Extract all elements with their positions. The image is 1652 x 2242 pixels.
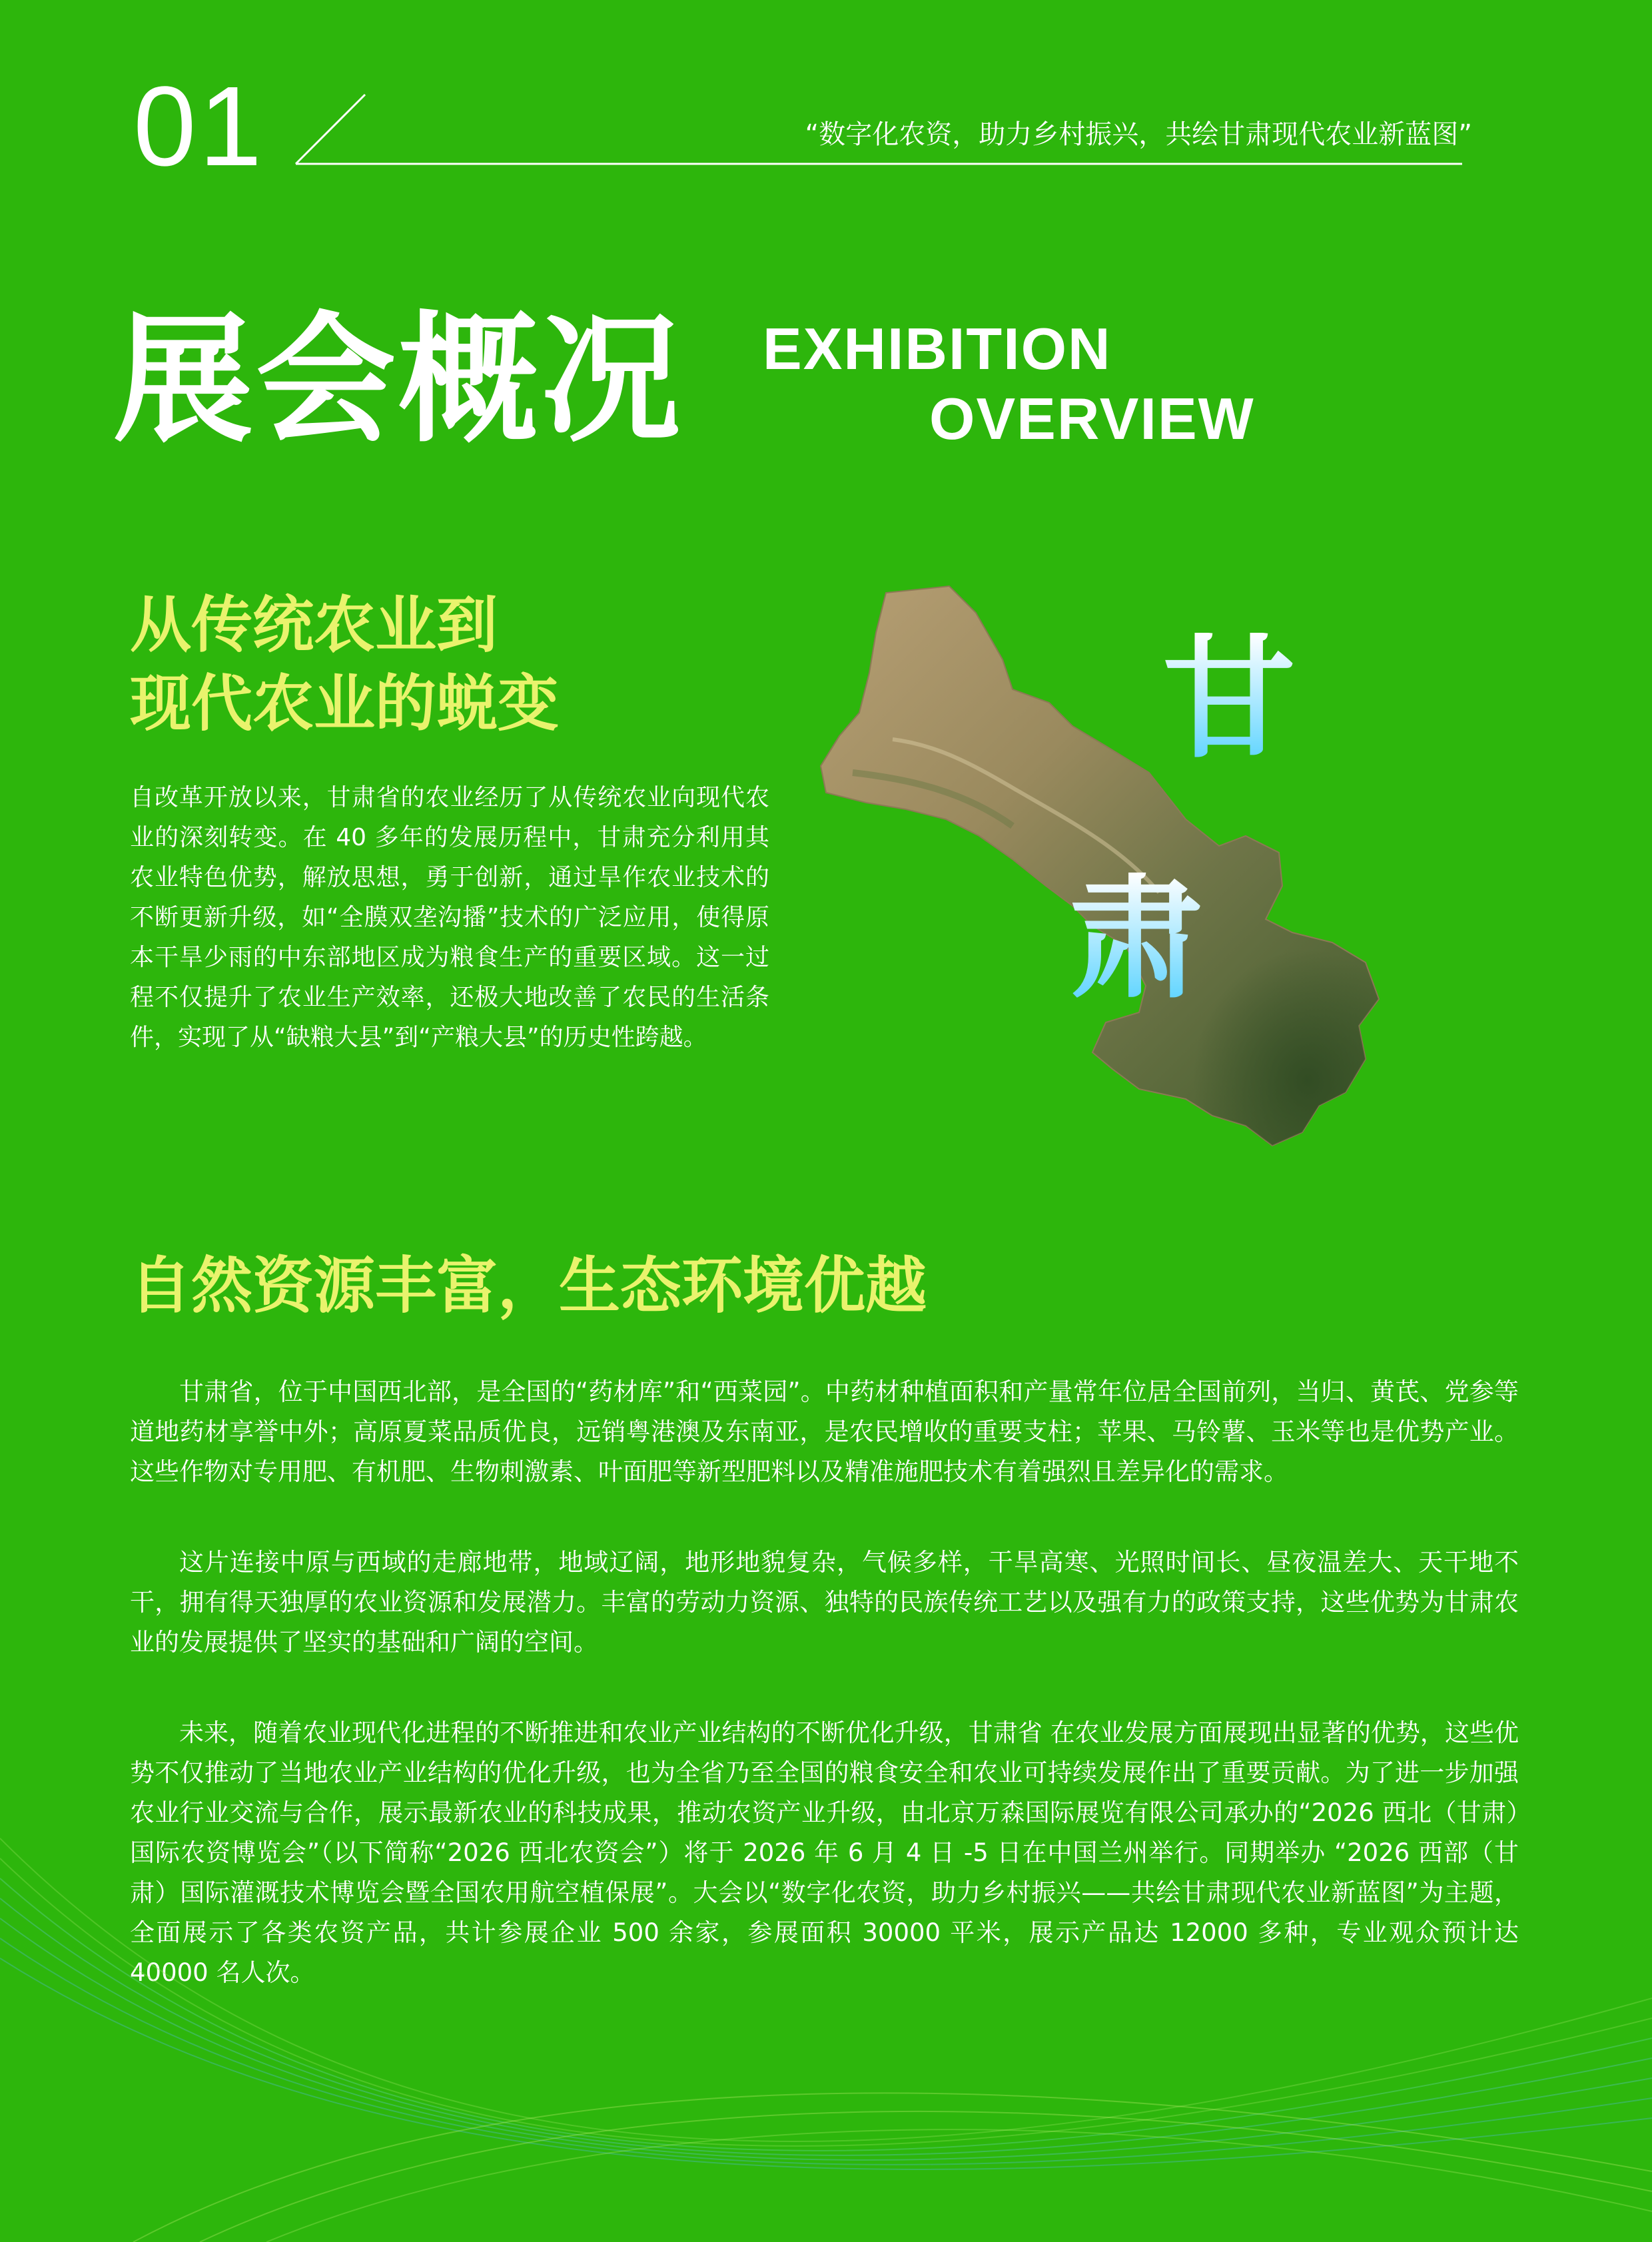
- decorative-wave-lines: [0, 1798, 1652, 2242]
- page-number: 01: [133, 63, 265, 190]
- section2-heading: 自然资源丰富，生态环境优越: [130, 1250, 927, 1321]
- section1-heading: [130, 586, 559, 743]
- header-slogan: “数字化农资，助力乡村振兴，共绘甘肃现代农业新蓝图”: [805, 119, 1472, 150]
- map-label-gan: 甘: [1162, 621, 1296, 777]
- section2-paragraph-3: 未来，随着农业现代化进程的不断推进和农业产业结构的不断优化升级，甘肃省 在农业发展方面展现出显著的优势，这些优势不仅推动了当地农业产业结构的优化升级，也为全省乃至全国的粮食安全和农业可持续发展作出了重要贡献。为了进一步加强农业行业交流与合作，展示最新农业的科技成果，推动农资产业升级，由北京万森国际展览有限公司承办的“2026 西北（甘肃）国际农资博览会”（以下简称“2026 西北农资会”）将于 2026 年 6 月 4 日 -5 日在中国兰州举行。同期举办 “2026 西部（甘肃）国际灌溉技术博览会暨全国农用航空植保展”。大会以“数字化农资，助力乡村振兴——共绘甘肃现代农业新蓝图”为主题，全面展示了各类农资产品，共计参展企业 500 余家，参展面积 30000 平米，展示产品达 12000 多种，专业观众预计达 40000 名人次。: [130, 1718, 1519, 1987]
- section1-body: 自改革开放以来，甘肃省的农业经历了从传统农业向现代农业的深刻转变。在 40 多年的发展历程中，甘肃充分利用其农业特色优势，解放思想，勇于创新，通过旱作农业技术的不断更新升级，如“全膜双垄沟播”技术的广泛应用，使得原本干旱少雨的中东部地区成为粮食生产的重要区域。这一过程不仅提升了农业生产效率，还极大地改善了农民的生活条件，实现了从“缺粮大县”到“产粮大县”的历史性跨越。: [130, 784, 769, 1051]
- page-title: 展会概况: [113, 298, 684, 462]
- english-title-line1: EXHIBITION: [763, 316, 1112, 382]
- section2-paragraph-2: 这片连接中原与西域的走廊地带，地域辽阔，地形地貌复杂，气候多样，干旱高寒、光照时间长、昼夜温差大、天干地不干，拥有得天独厚的农业资源和发展潜力。丰富的劳动力资源、独特的民族传统工艺以及强有力的政策支持，这些优势为甘肃农业的发展提供了坚实的基础和广阔的空间。: [130, 1548, 1519, 1657]
- section1-heading-line2: 现代农业的蜕变: [130, 667, 560, 739]
- section2-paragraph-1: 甘肃省，位于中国西北部，是全国的“药材库”和“西菜园”。中药材种植面积和产量常年位居全国前列，当归、黄芪、党参等道地药材享誉中外；高原夏菜品质优良，远销粤港澳及东南亚，是农民增收的重要支柱；苹果、马铃薯、玉米等也是优势产业。这些作物对专用肥、有机肥、生物刺激素、叶面肥等新型肥料以及精准施肥技术有着强烈且差异化的需求。: [130, 1377, 1519, 1486]
- english-title-line2: OVERVIEW: [929, 386, 1255, 452]
- map-label-su: 肃: [1069, 861, 1203, 1016]
- section1-heading-line1: 从传统农业到: [130, 589, 498, 661]
